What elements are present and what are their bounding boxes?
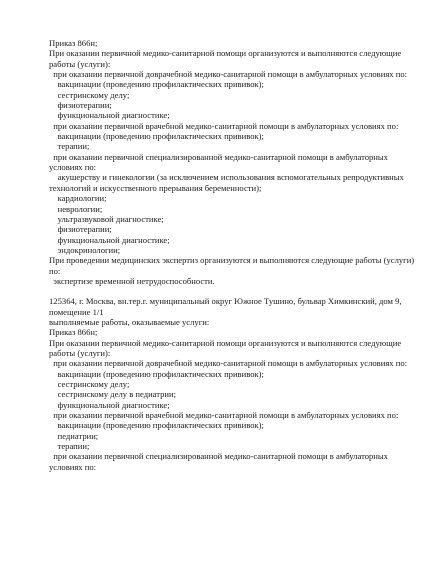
document-line: ультразвуковой диагностике; [49, 213, 164, 224]
document-line: Приказ 866н; [49, 38, 98, 48]
document-line: эндокринологии; [49, 244, 121, 255]
document-line: сестринскому делу; [49, 379, 130, 389]
document-line: при оказании первичной доврачебной медико-санитарной помощи в амбулаторных условиях по: [49, 358, 408, 369]
document-line: При оказании первичной медико-санитарной помощи организуются и выполняются следующие работы (услуги): [49, 48, 404, 69]
document-line: терапии; [49, 141, 90, 152]
document-line: экспертизе временной нетрудоспособности. [49, 275, 215, 286]
document-line: 125364, г. Москва, вн.тер.г. муниципальный округ Южное Тушино, бульвар Химкинский, дом 9, помещение 1/1 [49, 296, 404, 317]
document-line: При оказании первичной медико-санитарной помощи организуются и выполняются следующие работы (услуги): [49, 337, 404, 358]
document-line: неврологии; [49, 203, 103, 214]
document-line: Приказ 866н; [49, 327, 98, 338]
license-document-text [49, 38, 421, 472]
document-line: физиотерапии; [49, 224, 112, 235]
document-line: вакцинации (проведению профилактических прививок); [49, 131, 264, 142]
document-line: кардиологии; [49, 193, 107, 204]
document-line: При проведении медицинских экспертиз организуются и выполняются следующие работы (услуги) по: [49, 255, 417, 276]
document-line: функциональной диагностике; [49, 234, 170, 245]
document-line: педиатрии; [49, 430, 99, 441]
document-line: вакцинации (проведению профилактических прививок); [49, 79, 264, 90]
document-line: при оказании первичной специализированной медико-санитарной помощи в амбулаторных условиях по: [49, 451, 391, 472]
document-line: функциональной диагностике; [49, 399, 170, 410]
document-line: функциональной диагностике; [49, 110, 170, 121]
document-line: акушерству и гинекологии (за исключением использования вспомогательных репродуктивных технологий и искусственного прерывания беременности); [49, 172, 406, 193]
document-line: вакцинации (проведению профилактических прививок); [49, 368, 264, 379]
paragraph-gap [49, 286, 421, 296]
document-line: при оказании первичной специализированной медико-санитарной помощи в амбулаторных условиях по: [49, 151, 391, 173]
document-line: физиотерапии; [49, 100, 112, 111]
document-line: сестринскому делу в педиатрии; [49, 389, 177, 400]
document-line: сестринскому делу; [49, 89, 130, 100]
document-line: при оказании первичной доврачебной медико-санитарной помощи в амбулаторных условиях по: [49, 69, 408, 80]
document-line: выполняемые работы, оказываемые услуги: [49, 316, 210, 327]
document-line: при оказании первичной врачебной медико-санитарной помощи в амбулаторных условиях по: [49, 120, 399, 131]
document-line: терапии; [49, 441, 90, 452]
document-line: вакцинации (проведению профилактических прививок); [49, 420, 264, 431]
document-line: при оказании первичной врачебной медико-санитарной помощи в амбулаторных условиях по: [49, 410, 399, 421]
